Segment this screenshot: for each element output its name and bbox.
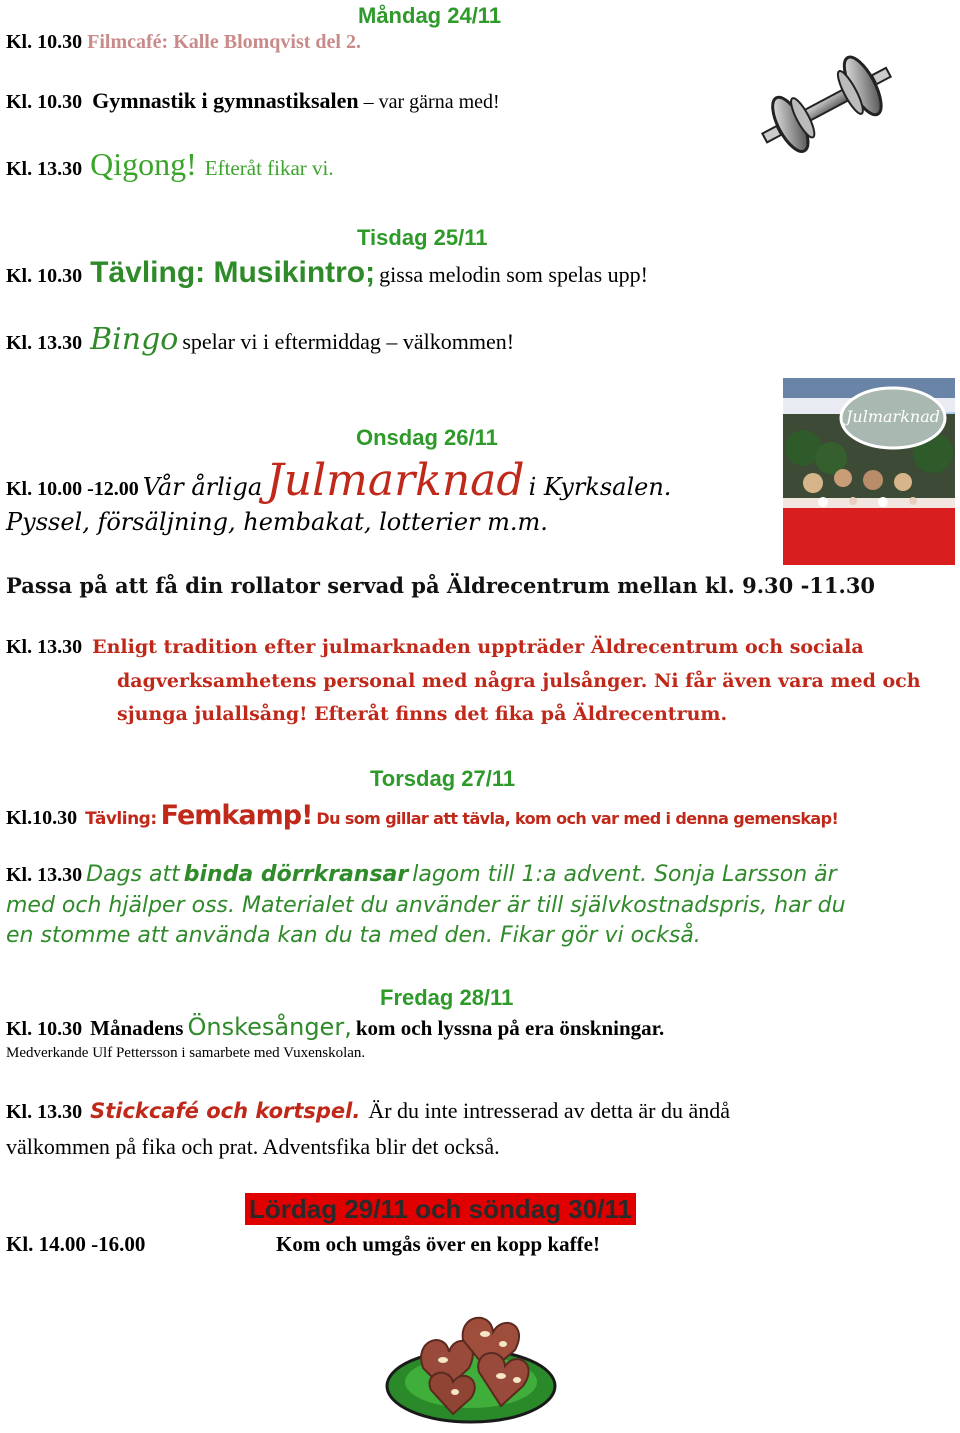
- event-title: Önskesånger,: [187, 1013, 352, 1041]
- event-title: Tävling: Musikintro;: [90, 256, 376, 289]
- event-friday-2-line2: välkommen på fika och prat. Adventsfika blir det också.: [6, 1134, 500, 1159]
- event-title: Filmcafé: Kalle Blomqvist del 2.: [87, 31, 361, 53]
- event-time: Kl. 13.30: [6, 636, 83, 658]
- dumbbell-icon: [752, 52, 902, 160]
- market-sign-text: Julmarknad: [846, 407, 940, 426]
- event-text-line2a: dagverksamhetens personal med några julsånger.: [117, 670, 648, 692]
- event-time: Kl. 13.30: [6, 864, 83, 886]
- event-title: Femkamp!: [160, 800, 313, 831]
- event-wednesday-2-line3: sjunga julallsång! Efteråt finns det fika på Äldrecentrum.: [117, 703, 728, 725]
- event-post: i Kyrksalen.: [528, 473, 672, 501]
- event-thursday-1: [6, 800, 838, 831]
- event-description: kom och lyssna på era önskningar.: [355, 1016, 665, 1040]
- event-thursday-2-line2: med och hjälper oss. Materialet du använder är till självkostnadspris, har du: [6, 893, 846, 918]
- event-friday-1: [6, 1013, 664, 1041]
- event-title: Gymnastik i gymnastiksalen: [92, 88, 359, 113]
- day-heading-monday: Måndag 24/11: [358, 3, 502, 28]
- event-title: Stickcafé och kortspel.: [90, 1099, 361, 1123]
- day-heading-thursday: Torsdag 27/11: [370, 766, 516, 791]
- day-heading-wednesday: Onsdag 26/11: [356, 425, 498, 450]
- event-description: Du som gillar att tävla, kom och var med i denna gemenskap!: [316, 809, 839, 828]
- event-pre: Tävling:: [85, 809, 157, 829]
- event-title: Bingo: [90, 322, 179, 357]
- event-time: Kl. 13.30: [6, 332, 83, 354]
- event-thursday-2-line3: en stomme att använda kan du ta med den. Fikar gör vi också.: [6, 923, 701, 948]
- event-wednesday-1-details: Pyssel, försäljning, hembakat, lotterier m.m.: [6, 508, 548, 536]
- event-title: Qigong!: [90, 146, 197, 182]
- day-heading-tuesday: Tisdag 25/11: [357, 225, 488, 250]
- event-time: Kl. 13.30: [6, 1101, 83, 1123]
- event-weekend-time: Kl. 14.00 -16.00: [6, 1232, 146, 1256]
- event-text-a: Dags att: [86, 862, 180, 887]
- event-pre: Månadens: [90, 1016, 184, 1040]
- event-monday-1: [6, 31, 361, 54]
- event-description: – var gärna med!: [363, 91, 500, 113]
- cookie-plate-icon: [383, 1310, 559, 1428]
- event-tuesday-2: [6, 322, 514, 357]
- event-friday-2: [6, 1098, 730, 1124]
- event-monday-3: [6, 146, 334, 183]
- market-photo: [783, 378, 955, 565]
- event-wednesday-2: [6, 636, 864, 659]
- event-weekend-text: Kom och umgås över en kopp kaffe!: [276, 1232, 600, 1256]
- event-time: Kl.10.30: [6, 807, 78, 829]
- event-description: spelar vi i eftermiddag – välkommen!: [182, 329, 515, 354]
- event-pre: Vår årliga: [142, 473, 263, 501]
- event-time: Kl. 13.30: [6, 158, 83, 180]
- event-description: Efteråt fikar vi.: [204, 156, 334, 180]
- event-time: Kl. 10.30: [6, 31, 83, 53]
- event-time: Kl. 10.30: [6, 1018, 83, 1040]
- event-time: Kl. 10.30: [6, 265, 83, 287]
- event-thursday-2: [6, 862, 837, 887]
- event-title: Julmarknad: [266, 455, 525, 506]
- day-heading-friday: Fredag 28/11: [380, 985, 514, 1010]
- event-description: gissa melodin som spelas upp!: [379, 262, 648, 287]
- event-title: binda dörrkransar: [183, 862, 409, 887]
- day-heading-weekend: Lördag 29/11 och söndag 30/11: [245, 1193, 636, 1225]
- event-description: Är du inte intresserad av detta är du ändå: [368, 1098, 730, 1123]
- event-text-c: lagom till 1:a advent. Sonja Larsson är: [412, 862, 837, 887]
- event-text-line2b: Ni får även vara med och: [653, 670, 921, 692]
- event-friday-note: Medverkande Ulf Pettersson i samarbete med Vuxenskolan.: [6, 1045, 366, 1061]
- event-wednesday-1: [6, 455, 671, 506]
- event-monday-2: [6, 88, 500, 114]
- event-time: Kl. 10.00 -12.00: [6, 478, 139, 500]
- rollator-note: Passa på att få din rollator servad på Äldrecentrum mellan kl. 9.30 -11.30: [6, 573, 876, 598]
- event-tuesday-1: [6, 256, 648, 290]
- event-time: Kl. 10.30: [6, 91, 83, 113]
- event-text-line1: Enligt tradition efter julmarknaden uppträder Äldrecentrum och sociala: [92, 636, 864, 658]
- event-wednesday-2-line2: [117, 670, 921, 692]
